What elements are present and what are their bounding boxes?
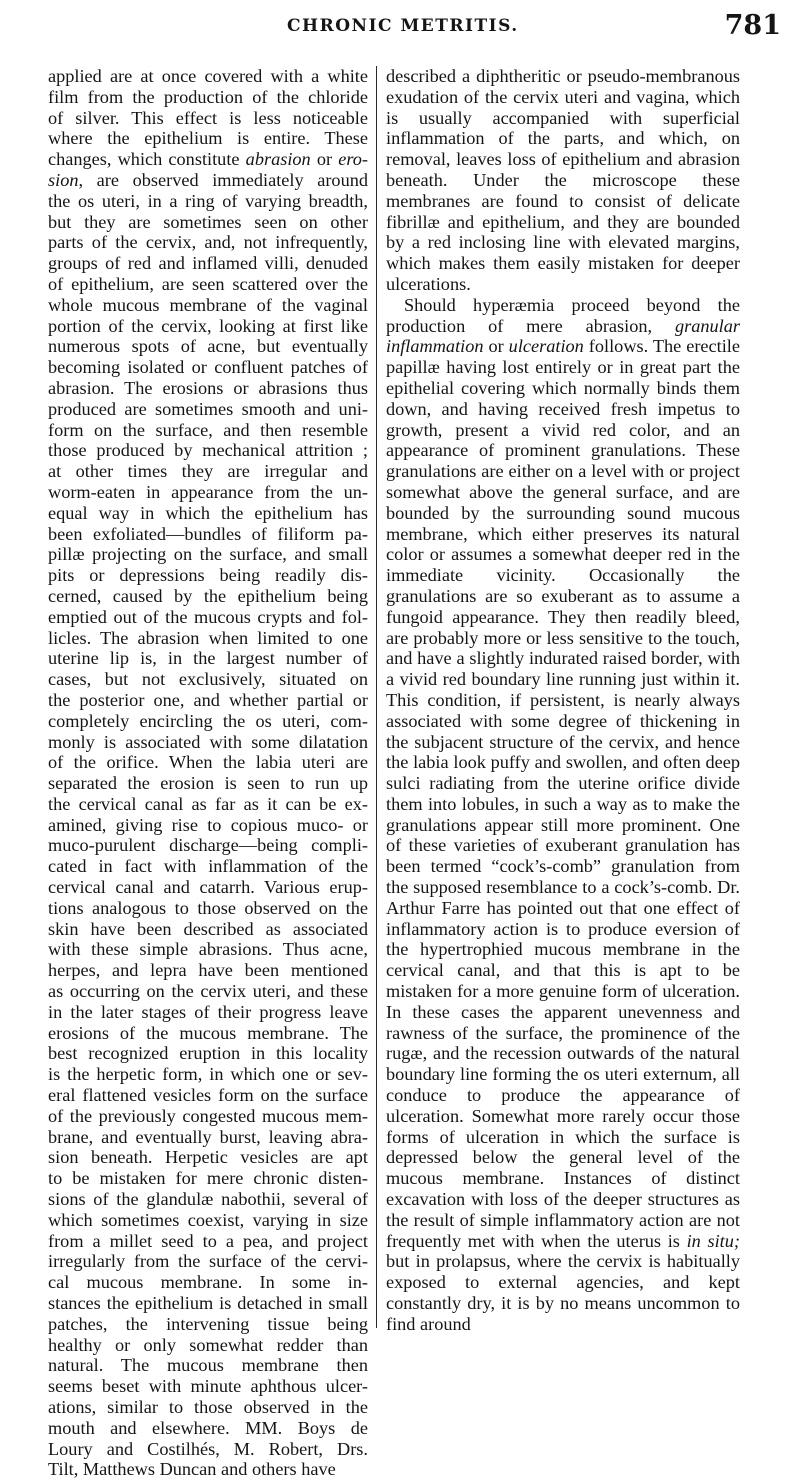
text-line: whole mucous membrane of the vaginal — [48, 294, 368, 315]
text-run: or — [483, 336, 509, 357]
text-line: completely encircling the os uteri, com- — [48, 710, 368, 731]
text-line: skin have been described as associated — [48, 918, 368, 939]
text-line: applied are at once covered with a white — [48, 66, 368, 86]
text-line: film from the production of the chloride — [48, 86, 368, 107]
text-line: brane, and eventually burst, leaving abra- — [48, 1126, 368, 1147]
text-line: sion, are observed immediately around — [48, 169, 368, 190]
left-column-paragraph — [48, 66, 368, 1480]
text-line: eral flattened vesicles form on the surface — [48, 1085, 368, 1106]
text-line: of silver. This effect is less noticeable — [48, 107, 368, 128]
text-line: in the later stages of their progress leave — [48, 1001, 368, 1022]
text-line: pits or depressions being readily dis- — [48, 565, 368, 586]
italic-term: ulceration — [508, 336, 584, 357]
text-line: of epithelium, are seen scattered over the — [48, 273, 368, 294]
text-line: cal mucous membrane. In some in- — [48, 1272, 368, 1293]
text-line: herpes, and lepra have been mentioned — [48, 960, 368, 981]
text-line: becoming isolated or confluent patches of — [48, 357, 368, 378]
text-line: patches, the intervening tissue being — [48, 1313, 368, 1334]
text-line: sion beneath. Herpetic vesicles are apt — [48, 1147, 368, 1168]
text-line: those produced by mechanical attrition ; — [48, 440, 368, 461]
text-line: of the orifice. When the labia uteri are — [48, 752, 368, 773]
italic-term: in situ; — [686, 1230, 740, 1251]
page-header — [0, 10, 801, 48]
text-line: muco-purulent discharge—being compli- — [48, 835, 368, 856]
text-line: tions analogous to those observed on the — [48, 897, 368, 918]
text-run: follows. The erectile papillæ having lost entirely or in great part the epithelial covering which normally binds them down, and having received fresh impetus to growth, present a vivid red color, and an appearance of prominent granulations. These granulations are either on a level with or project somewhat above the general surface, and are bounded by the surrounding sound mucous membrane, which either preserves its natural color or assumes a somewhat deeper red in the immediate vicinity. Occasionally the granulations are so exuberant as to assume a fungoid appearance. They then readily bleed, are probably more or less sensitive to the touch, and have a slightly indurated raised border, with a vivid red boundary line running just within it. This condition, if persistent, is nearly always associated with some degree of thickening in the subjacent structure of the cervix, and hence the labia look puffy and swollen, and often deep sulci radiating from the uterine orifice divide them into lobules, in such a way as to make the granulations appear still more prominent. One of these varieties of exuberant granulation has been termed “cock’s-comb” granulation from the supposed resemblance to a cock’s-comb. Dr. Arthur Farre has pointed out that one effect of inflammatory action is to produce eversion of the hypertrophied mucous membrane in the cervical canal, and that this is apt to be mistaken for a more genuine form of ulceration. In these cases the apparent unevenness and rawness of the surface, the prominence of the rugæ, and the recession outwards of the natural boundary line forming the os uteri externum, all conduce to produce the appearance of ulceration. Somewhat more rarely occur those forms of ulceration in which the surface is depressed below the general level of the mucous membrane. Instances of distinct excavation with loss of the deeper structures as the result of simple inflammatory action are not frequently met with when the uterus is — [386, 336, 740, 1251]
text-line: but they are sometimes seen on other — [48, 211, 368, 232]
text-line: which sometimes coexist, varying in size — [48, 1209, 368, 1230]
text-line: ations, similar to those observed in the — [48, 1397, 368, 1417]
text-line: where the epithelium is entire. These — [48, 128, 368, 149]
text-line: pillæ projecting on the surface, and small — [48, 544, 368, 565]
column-divider — [376, 66, 377, 1328]
left-column — [48, 66, 369, 1480]
right-column — [386, 66, 740, 1334]
text-line: form on the surface, and then resemble — [48, 419, 368, 440]
text-line: cases, but not exclusively, situated on — [48, 669, 368, 690]
text-line: seems beset with minute aphthous ulcer- — [48, 1376, 368, 1397]
text-line: the os uteri, in a ring of varying breadth, — [48, 190, 368, 211]
text-line: produced are sometimes smooth and uni- — [48, 398, 368, 419]
text-line: Loury and Costilhés, M. Robert, Drs. — [48, 1438, 368, 1459]
text-line: separated the erosion is seen to run up — [48, 773, 368, 794]
text-run: but in prolapsus, where the cervix is habitually exposed to external agencies, and kept constantly dry, it is by no means uncommon to find around — [386, 1251, 740, 1334]
text-line: natural. The mucous membrane then — [48, 1355, 368, 1376]
text-line: at other times they are irregular and — [48, 461, 368, 482]
text-line: worm-eaten in appearance from the un- — [48, 481, 368, 502]
text-line: emptied out of the mucous crypts and fol- — [48, 606, 368, 627]
text-line: amined, giving rise to copious muco- or — [48, 814, 368, 835]
text-line: monly is associated with some dilatation — [48, 731, 368, 752]
text-line: numerous spots of acne, but eventually — [48, 336, 368, 357]
text-line: cerned, caused by the epithelium being — [48, 585, 368, 606]
text-line: sions of the glandulæ nabothii, several of — [48, 1189, 368, 1210]
text-line: cated in fact with inflammation of the — [48, 856, 368, 877]
text-line: irregularly from the surface of the cervi- — [48, 1251, 368, 1272]
text-line: parts of the cervix, and, not infrequently, — [48, 232, 368, 253]
text-line: from a millet seed to a pea, and project — [48, 1230, 368, 1251]
text-line: the cervical canal as far as it can be ex- — [48, 793, 368, 814]
text-line: best recognized eruption in this locality — [48, 1043, 368, 1064]
text-line: the posterior one, and whether partial or — [48, 689, 368, 710]
text-line: uterine lip is, in the largest number of — [48, 648, 368, 669]
text-line: portion of the cervix, looking at first like — [48, 315, 368, 336]
running-title: CHRONIC METRITIS. — [287, 16, 519, 36]
text-line: of the previously congested mucous mem- — [48, 1105, 368, 1126]
text-run: Should hyperæmia proceed beyond the production of mere abrasion, — [386, 294, 740, 336]
page-number: 781 — [724, 10, 781, 41]
text-line: mouth and elsewhere. MM. Boys de — [48, 1417, 368, 1438]
italic-term: granular inflammation — [386, 315, 740, 357]
text-line: changes, which constitute abrasion or ero- — [48, 149, 369, 170]
text-line: with these simple abrasions. Thus acne, — [48, 939, 368, 960]
text-line: abrasion. The erosions or abrasions thus — [48, 377, 368, 398]
paragraph-granular-inflammation — [386, 295, 740, 1335]
text-line: erosions of the mucous membrane. The — [48, 1022, 368, 1043]
text-line: is the herpetic form, in which one or sev- — [48, 1064, 368, 1085]
text-line: been exfoliated—bundles of filiform pa- — [48, 523, 368, 544]
text-line: Tilt, Matthews Duncan and others have — [48, 1459, 336, 1480]
text-line: cervical canal and catarrh. Various erup- — [48, 877, 368, 898]
text-line: licles. The abrasion when limited to one — [48, 627, 368, 648]
text-line: stances the epithelium is detached in small — [48, 1293, 368, 1314]
paragraph-diphtheritic: described a diphtheritic or pseudo-membranous exudation of the cervix uteri and vagina, which is usually accompanied with superficial inflammation of the parts, and which, on removal, leaves loss of epithelium and abrasion beneath. Under the microscope these membranes are found to consist of delicate fibrillæ and epithelium, and they are bounded by a red inclosing line with elevated margins, which makes them easily mistaken for deeper ulcerations. — [386, 66, 740, 294]
text-line: groups of red and inflamed villi, denuded — [48, 253, 368, 274]
text-line: as occurring on the cervix uteri, and these — [48, 981, 368, 1002]
text-line: healthy or only somewhat redder than — [48, 1334, 368, 1355]
text-line: equal way in which the epithelium has — [48, 502, 368, 523]
text-line: to be mistaken for mere chronic disten- — [48, 1168, 368, 1189]
